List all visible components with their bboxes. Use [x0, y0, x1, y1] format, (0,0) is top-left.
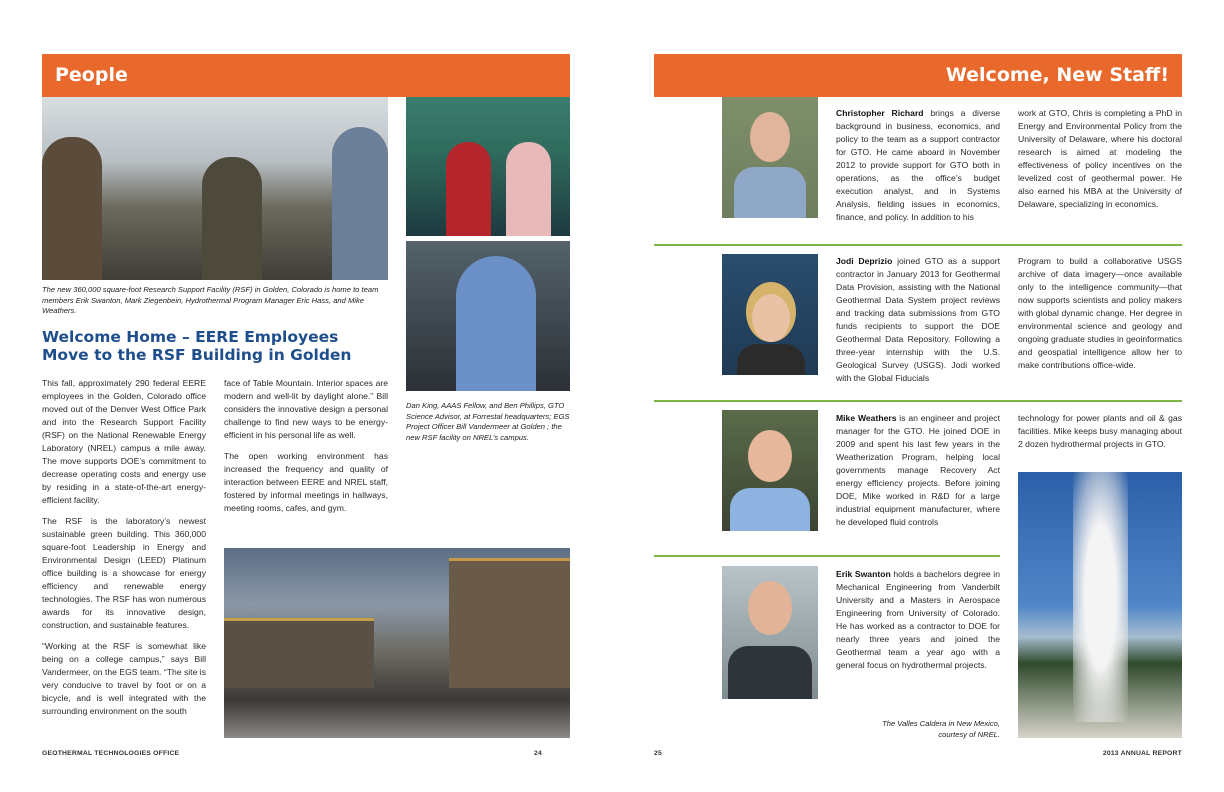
article-paragraph: The RSF is the laboratory’s newest sustainable green building. This 360,000 square-foot Leadership in Energy and Environmental Design (LEED) Platinum office building is a showcase for energy efficiency and renewable energy technologies. The RSF has won numerous awards for its innovative design, construction, and sustainable features. [42, 516, 206, 630]
staff-bio-mike-col2: technology for power plants and oil & gas facilities. Mike keeps busy managing about 2 dozen hydrothermal projects in GTO. [1018, 413, 1182, 449]
divider-rule [654, 555, 1000, 557]
jodi-deprizio-photo [722, 254, 818, 375]
staff-bio-text: holds a bachelors degree in Mechanical Engineering from Vanderbilt University and a Masters in Aerospace Engineering from University of Colorado. He has worked as a contractor to DOE for nearly three years and joined the Geothermal team a year ago with a general focus on hydrothermal projects. [836, 569, 1000, 670]
article-title-line1: Welcome Home – EERE Employees [42, 328, 339, 346]
article-paragraph: The open working environment has increased the frequency and quality of interaction between EERE and NREL staff, fostered by informal meetings in hallways, meeting rooms, cafes, and gym. [224, 451, 388, 513]
article-column-1 [42, 377, 206, 726]
page-number-right: 25 [654, 750, 662, 757]
footer-title-right: 2013 ANNUAL REPORT [1102, 750, 1182, 757]
staff-bio-mike-col1 [836, 412, 1000, 529]
christopher-richard-photo [722, 97, 818, 218]
staff-bio-erik-col1 [836, 568, 1000, 672]
geyser-photo-caption: The Valles Caldera in New Mexico, courtesy of NREL. [882, 719, 1000, 739]
article-paragraph: face of Table Mountain. Interior spaces are modern and well-lit by daylight alone.” Bill considers the innovative design a personal challenge to find new ways to be energy-efficient in his personal life as well. [224, 378, 388, 440]
divider-rule [654, 244, 1182, 246]
bill-vandermeer-photo [406, 241, 570, 391]
section-header-people: People [42, 54, 570, 97]
staff-bio-text: joined GTO as a support contractor in January 2013 for Geothermal Data Provision, assisting with the National Geothermal Data System project reviews and tracking data submissions from GTO funds recipients to support the DOE Geothermal Data Repository. Following a three-year internship with the U.S. Geological Survey (USGS). Jodi worked with the Global Fiducials [836, 256, 1000, 383]
main-photo-caption: The new 360,000 square-foot Research Support Facility (RSF) in Golden, Colorado is home to team members Erik Swanton, Mark Ziegenbein, Hydrothermal Program Manager Eric Hass, and Mike Weathers. [42, 285, 379, 315]
staff-bio-jodi-col2: Program to build a collaborative USGS archive of data imagery—once available only to the intelligence community—that now supports scientists and policy makers with global dynamic change. Her degree in environmental science and geology and ongoing graduate studies in geoinformatics and geospatial intelligence allow her to make contributions office-wide. [1018, 256, 1182, 370]
article-paragraph: This fall, approximately 290 federal EERE employees in the Golden, Colorado office moved out of the Denver West Office Park and into the Research Support Facility (RSF) on the National Renewable Energy Laboratory (NREL) campus a mile away. The move supports DOE’s commitment to decrease operating costs and energy use by residing in a state-of-the-art energy-efficient facility. [42, 378, 206, 505]
article-column-2 [224, 377, 388, 523]
article-paragraph: “Working at the RSF is somewhat like being on a college campus,” says Bill Vandermeer, on the EGS team. “The site is very conducive to travel by foot or on a bicycle, and is well integrated with the surrounding environment on the south [42, 641, 206, 716]
staff-bio-jodi-col1 [836, 255, 1000, 385]
footer-title-left: GEOTHERMAL TECHNOLOGIES OFFICE [42, 750, 180, 757]
staff-name: Christopher Richard [836, 108, 924, 118]
article-title [42, 328, 388, 364]
staff-bio-text: brings a diverse background in business, economics, and policy to the team as a support contractor for GTO. He came aboard in November 2012 to provide support for GTO both in operations, as the office’s budget execution analyst, and in Systems Analysis, fielding issues in economics, finance, and policy. In addition to his [836, 108, 1000, 222]
dan-king-ben-phillips-photo [406, 97, 570, 236]
article-title-line2: Move to the RSF Building in Golden [42, 346, 352, 364]
staff-bio-christopher-col2: work at GTO, Chris is completing a PhD in Energy and Environmental Policy from the University of Delaware, where his doctoral research is aimed at modeling the effectiveness of policy incentives on the levelized cost of geothermal power. He also earned his MBA at the University of Delaware, specializing in economics. [1018, 108, 1182, 209]
staff-name: Jodi Deprizio [836, 256, 893, 266]
staff-name: Erik Swanton [836, 569, 891, 579]
rsf-building-photo [224, 548, 570, 738]
team-office-photo [42, 97, 388, 280]
side-photo-caption: Dan King, AAAS Fellow, and Ben Phillips, GTO Science Advisor, at Forrestal headquarters; EGS Project Officer Bill Vandermeer at Golden ; the new RSF facility on NREL’s campus. [406, 401, 570, 442]
staff-name: Mike Weathers [836, 413, 897, 423]
page-number-left: 24 [534, 750, 542, 757]
divider-rule [654, 400, 1182, 402]
mike-weathers-photo [722, 410, 818, 531]
staff-bio-text: is an engineer and project manager for the GTO. He joined DOE in 2009 and spent his last few years in the Weatherization Program, helping local governments manage Recovery Act energy efficiency projects. Before joining DOE, Mike worked in R&D for a large industrial equipment manufacturer, where he developed fluid controls [836, 413, 1000, 527]
section-header-new-staff: Welcome, New Staff! [654, 54, 1182, 97]
valles-caldera-geyser-photo [1018, 472, 1182, 738]
staff-bio-christopher-col1 [836, 107, 1000, 224]
erik-swanton-photo [722, 566, 818, 699]
